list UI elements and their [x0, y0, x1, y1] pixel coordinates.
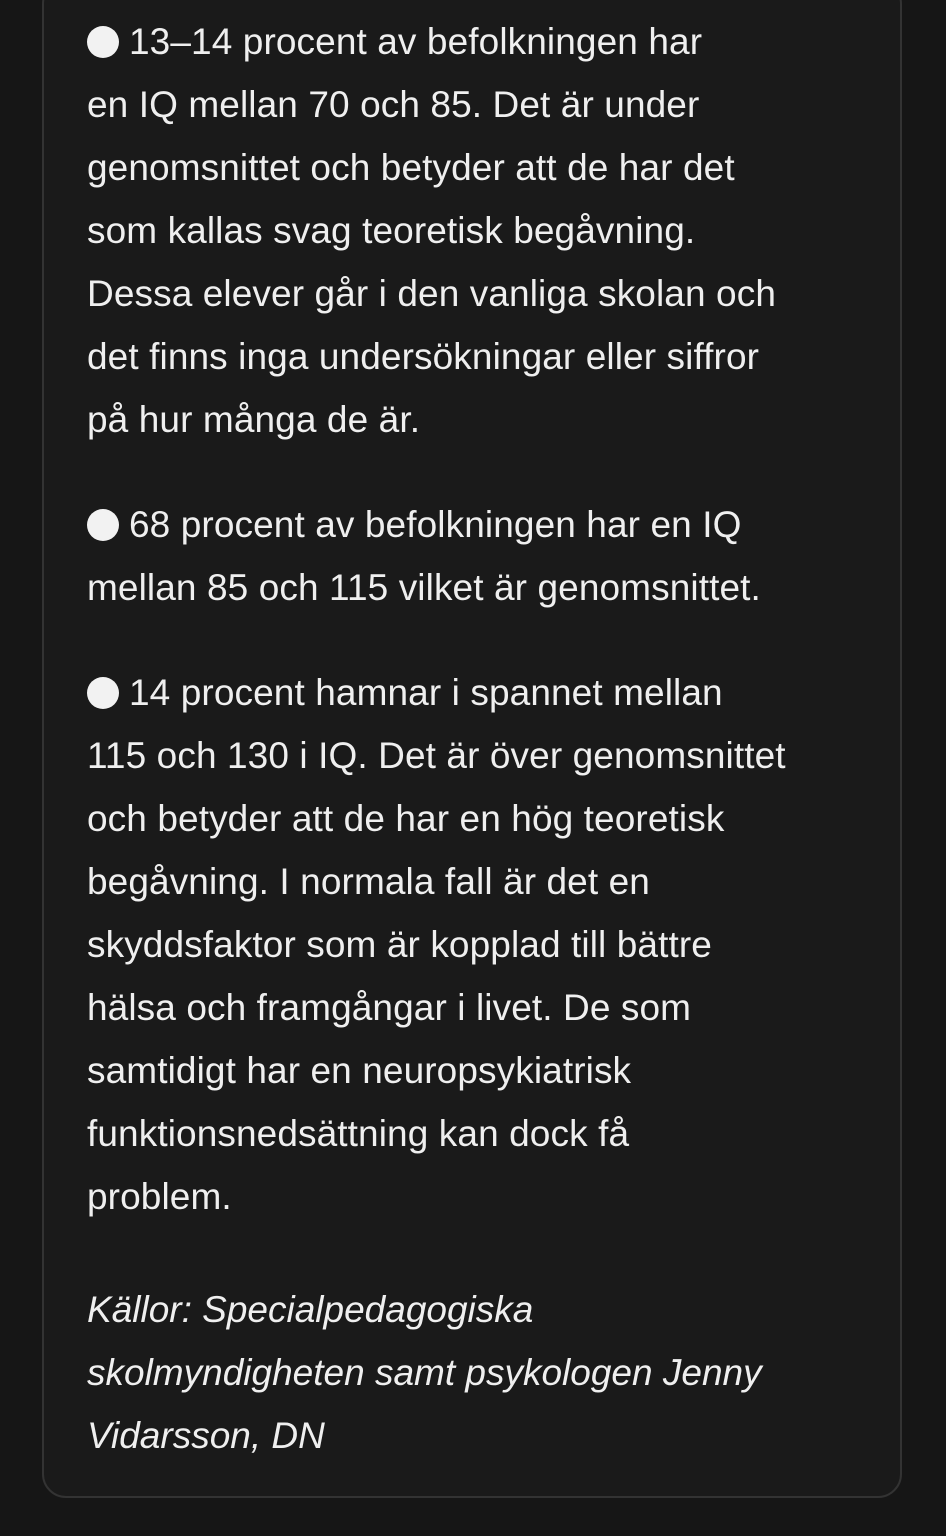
list-item-line: 115 och 130 i IQ. Det är över genomsnittet — [87, 735, 786, 776]
source-credit — [87, 1278, 867, 1467]
list-item-line: mellan 85 och 115 vilket är genomsnittet. — [87, 567, 761, 608]
list-item-line: 14 procent hamnar i spannet mellan — [87, 661, 867, 724]
source-line: skolmyndigheten samt psykologen Jenny — [87, 1352, 762, 1393]
list-item-line: och betyder att de har en hög teoretisk — [87, 798, 725, 839]
list-item-line: en IQ mellan 70 och 85. Det är under — [87, 84, 700, 125]
bullet-icon — [87, 26, 119, 58]
list-item-line: genomsnittet och betyder att de har det — [87, 147, 735, 188]
source-line: Källor: Specialpedagogiska — [87, 1289, 534, 1330]
list-item-line: skyddsfaktor som är kopplad till bättre — [87, 924, 712, 965]
list-item-line: funktionsnedsättning kan dock få — [87, 1113, 630, 1154]
list-item — [87, 661, 867, 1228]
list-item-line: hälsa och framgångar i livet. De som — [87, 987, 692, 1028]
list-item-line: Dessa elever går i den vanliga skolan och — [87, 273, 776, 314]
list-item-line: samtidigt har en neuropsykiatrisk — [87, 1050, 632, 1091]
fact-box-content — [87, 10, 867, 1467]
list-item — [87, 10, 867, 451]
list-item-line: på hur många de är. — [87, 399, 421, 440]
list-item-line: begåvning. I normala fall är det en — [87, 861, 650, 902]
list-item-line: det finns inga undersökningar eller siffror — [87, 336, 760, 377]
list-item — [87, 493, 867, 619]
list-item-line: som kallas svag teoretisk begåvning. — [87, 210, 696, 251]
bullet-icon — [87, 509, 119, 541]
list-item-line: 68 procent av befolkningen har en IQ — [87, 493, 867, 556]
list-item-line: 13–14 procent av befolkningen har — [87, 10, 867, 73]
source-line: Vidarsson, DN — [87, 1415, 325, 1456]
list-item-line: problem. — [87, 1176, 232, 1217]
bullet-icon — [87, 677, 119, 709]
